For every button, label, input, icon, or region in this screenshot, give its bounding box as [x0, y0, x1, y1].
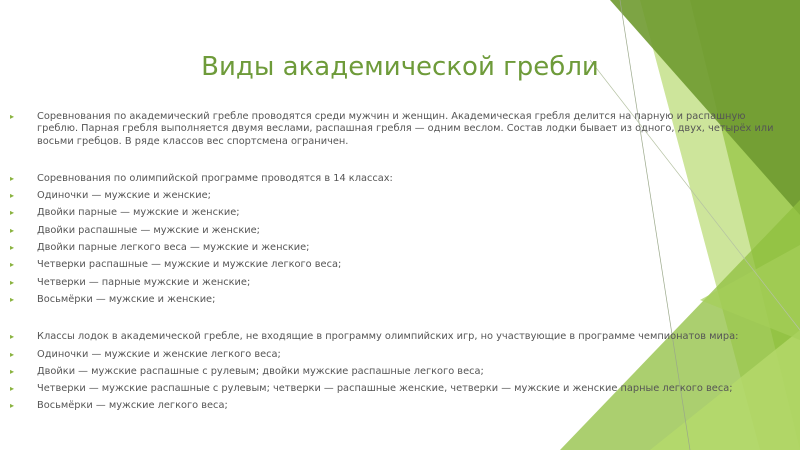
triangle-right-icon: ▸ — [10, 366, 15, 376]
bullet-text: Одиночки — мужские и женские легкого веса; — [37, 348, 281, 360]
bullet-item — [10, 242, 780, 254]
bullet-text: Двойки парные легкого веса — мужские и женские; — [37, 242, 310, 254]
bullet-item — [10, 225, 780, 237]
triangle-right-icon: ▸ — [10, 384, 15, 394]
triangle-right-icon: ▸ — [10, 225, 15, 235]
triangle-right-icon: ▸ — [10, 294, 15, 304]
bullet-list — [10, 111, 780, 418]
triangle-right-icon: ▸ — [10, 401, 15, 411]
bullet-item — [10, 366, 780, 378]
bullet-item — [10, 190, 780, 202]
triangle-right-icon: ▸ — [10, 191, 15, 201]
triangle-right-icon: ▸ — [10, 173, 15, 183]
triangle-right-icon: ▸ — [10, 112, 15, 121]
bullet-text: Двойки парные — мужские и женские; — [37, 207, 240, 219]
bullet-text: Соревнования по олимпийской программе проводятся в 14 классах: — [37, 172, 393, 184]
bullet-text: Восьмёрки — мужские легкого веса; — [37, 400, 228, 412]
bullet-item — [10, 207, 780, 219]
bullet-item — [10, 294, 780, 306]
bullet-item — [10, 173, 780, 185]
triangle-right-icon: ▸ — [10, 243, 15, 253]
bullet-text: Четверки — парные мужские и женские; — [37, 276, 251, 288]
bullet-text: Двойки распашные — мужские и женские; — [37, 224, 260, 236]
bullet-item — [10, 259, 780, 271]
triangle-right-icon: ▸ — [10, 277, 15, 287]
bullet-item — [10, 277, 780, 289]
slide-title: Виды академической гребли — [201, 52, 599, 82]
triangle-right-icon: ▸ — [10, 349, 15, 359]
bullet-item — [10, 349, 780, 361]
group-gap — [10, 311, 780, 331]
triangle-right-icon: ▸ — [10, 332, 15, 342]
group-gap — [10, 153, 780, 173]
bullet-text: Соревнования по академический гребле проводятся среди мужчин и женщин. Академическая гребля делится на парную и распашную греблю. Парная гребля выполняется двумя веслами, распашная гребля — одним веслом. Состав лодки бывает из одного, двух, четырёх или восьми гребцов. В ряде классов вес спортсмена ограничен. — [37, 111, 774, 147]
bullet-text: Одиночки — мужские и женские; — [37, 190, 211, 202]
triangle-right-icon: ▸ — [10, 208, 15, 218]
triangle-right-icon: ▸ — [10, 260, 15, 270]
bullet-text: Восьмёрки — мужские и женские; — [37, 293, 216, 305]
bullet-item — [10, 331, 780, 343]
bullet-text: Классы лодок в академической гребле, не входящие в программу олимпийских игр, но участвующие в программе чемпионатов мира: — [37, 331, 739, 343]
bullet-item — [10, 400, 780, 412]
bullet-item — [10, 383, 780, 395]
bullet-text: Четверки — мужские распашные с рулевым; четверки — распашные женские, четверки — мужские и женские парные легкого веса; — [37, 383, 733, 395]
bullet-text: Двойки — мужские распашные с рулевым; двойки мужские распашные легкого веса; — [37, 365, 484, 377]
bullet-item — [10, 111, 780, 148]
bullet-text: Четверки распашные — мужские и мужские легкого веса; — [37, 259, 342, 271]
